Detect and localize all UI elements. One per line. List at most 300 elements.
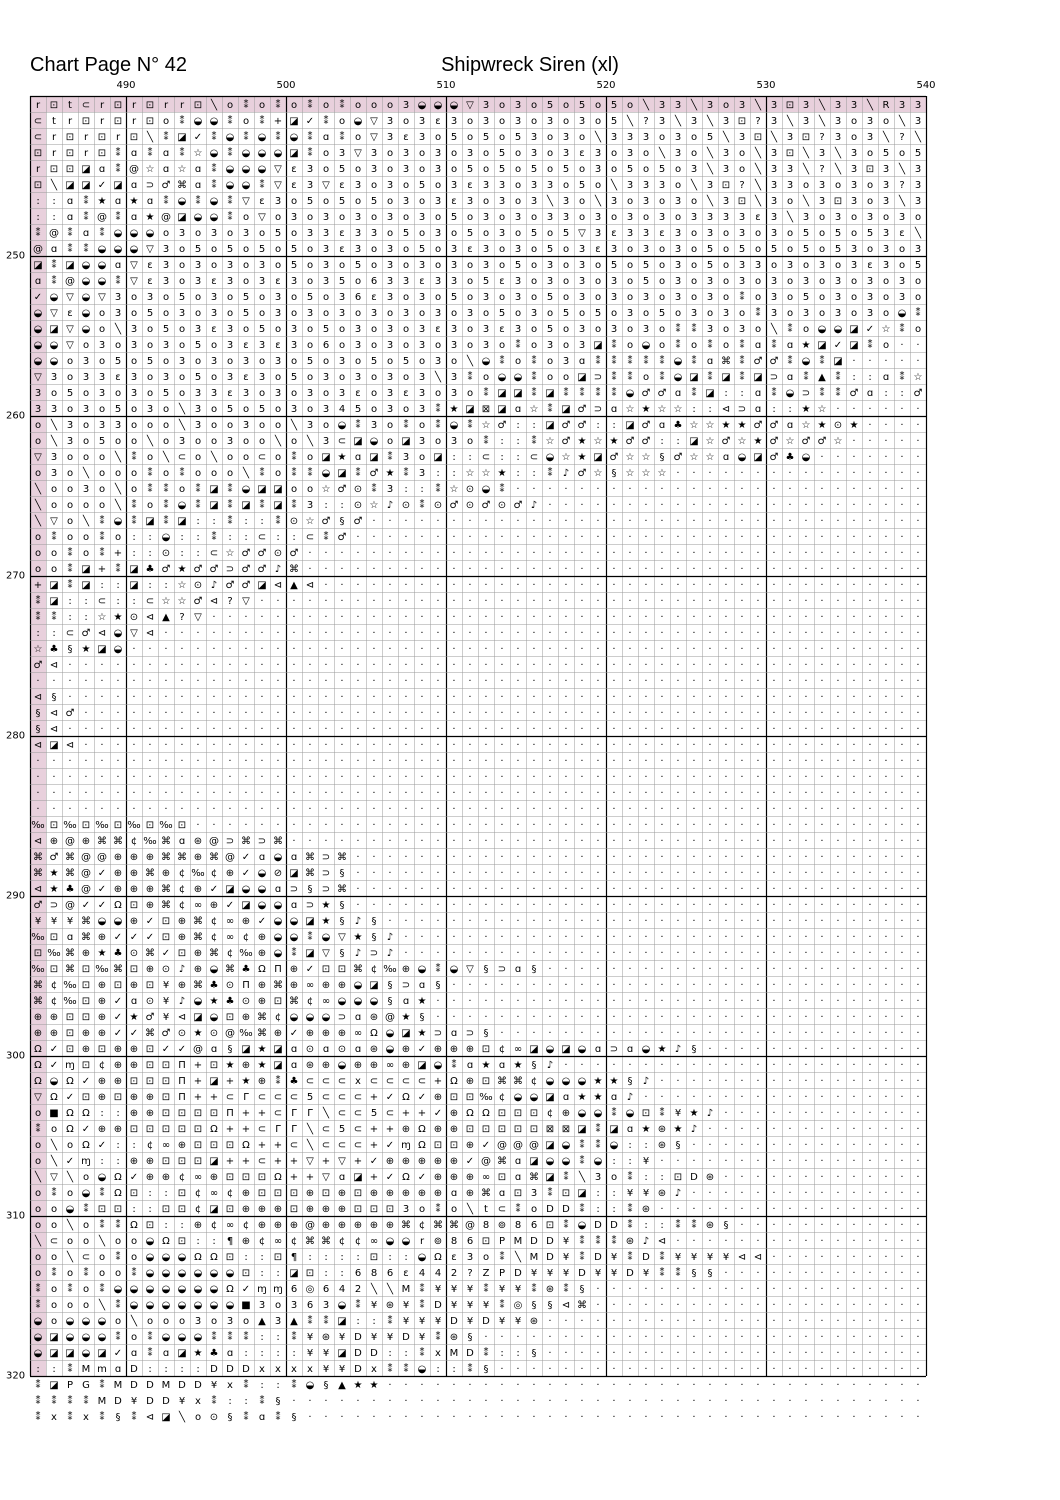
chart-cell-symbol: ⌘: [337, 852, 347, 863]
chart-cell-symbol: ·: [564, 772, 567, 783]
chart-cell-symbol: ╲: [466, 354, 474, 367]
chart-cell-symbol: ·: [884, 948, 887, 959]
chart-cell-symbol: ·: [596, 932, 599, 943]
chart-cell-symbol: Ω: [434, 1252, 442, 1263]
chart-cell-symbol: ‰: [31, 820, 44, 831]
chart-cell-symbol: ⁑: [436, 418, 441, 431]
chart-cell-symbol: ⊡: [482, 1124, 490, 1135]
chart-cell-symbol: ·: [500, 788, 503, 799]
chart-cell-symbol: ·: [676, 932, 679, 943]
chart-cell-symbol: ·: [756, 612, 759, 623]
chart-cell-symbol: ·: [884, 788, 887, 799]
chart-cell-symbol: 3: [435, 148, 441, 159]
chart-cell-symbol: ·: [580, 1060, 583, 1071]
chart-cell-symbol: ⊕: [306, 1028, 314, 1039]
chart-cell-symbol: ╲: [514, 1250, 522, 1263]
chart-cell-symbol: ·: [868, 756, 871, 767]
chart-cell-symbol: 3: [819, 196, 825, 207]
chart-cell-symbol: ·: [324, 1412, 327, 1423]
chart-cell-symbol: o: [883, 276, 889, 287]
chart-cell-symbol: ·: [756, 932, 759, 943]
chart-cell-symbol: ɑ: [627, 1044, 633, 1055]
chart-cell-symbol: ◒: [50, 1076, 59, 1087]
chart-cell-symbol: ɑ: [323, 1044, 329, 1055]
chart-cell-symbol: ·: [548, 660, 551, 671]
chart-cell-symbol: ·: [452, 1012, 455, 1023]
chart-cell-symbol: o: [147, 1316, 153, 1327]
chart-cell-symbol: ◒: [242, 164, 251, 175]
chart-cell-symbol: :: [260, 1252, 263, 1263]
chart-cell-symbol: ╲: [274, 434, 282, 447]
chart-cell-symbol: ⊕: [402, 1060, 410, 1071]
chart-cell-symbol: ⁑: [564, 386, 569, 399]
chart-cell-symbol: ·: [308, 724, 311, 735]
chart-cell-symbol: ɑ: [259, 852, 265, 863]
chart-cell-symbol: ·: [868, 1028, 871, 1039]
chart-cell-symbol: ·: [740, 932, 743, 943]
chart-cell-symbol: o: [35, 1252, 41, 1263]
chart-cell-symbol: ⊂: [354, 1124, 362, 1135]
chart-cell-symbol: D: [146, 1396, 154, 1407]
chart-cell-symbol: ·: [820, 596, 823, 607]
chart-cell-symbol: 5: [451, 132, 457, 143]
chart-cell-symbol: 3: [515, 292, 521, 303]
chart-cell-symbol: ·: [868, 724, 871, 735]
chart-cell-symbol: ·: [564, 1028, 567, 1039]
chart-cell-symbol: ♪: [675, 1044, 681, 1055]
chart-cell-symbol: 5: [579, 100, 585, 111]
chart-cell-symbol: ·: [788, 1396, 791, 1407]
chart-cell-symbol: 5: [259, 404, 265, 415]
chart-cell-symbol: ·: [692, 788, 695, 799]
chart-cell-symbol: ▽: [194, 612, 202, 623]
chart-cell-symbol: ·: [404, 724, 407, 735]
chart-cell-symbol: 5: [195, 340, 201, 351]
chart-cell-symbol: ·: [820, 1284, 823, 1295]
chart-cell-symbol: ⊡: [274, 1188, 282, 1199]
chart-cell-symbol: ⌘: [161, 852, 171, 863]
chart-cell-symbol: ⊕: [370, 1060, 378, 1071]
chart-cell-symbol: ¥: [531, 1268, 537, 1279]
chart-cell-symbol: 5: [307, 1092, 313, 1103]
chart-cell-symbol: ·: [660, 1156, 663, 1167]
chart-cell-symbol: 3: [419, 468, 425, 479]
chart-cell-symbol: o: [195, 468, 201, 479]
chart-cell-symbol: 3: [659, 180, 665, 191]
chart-cell-symbol: ⊡: [162, 916, 170, 927]
chart-cell-symbol: ·: [516, 548, 519, 559]
chart-cell-symbol: ╲: [706, 146, 714, 159]
chart-cell-symbol: ⊕: [162, 868, 170, 879]
chart-cell-symbol: ·: [868, 1284, 871, 1295]
chart-cell-symbol: ɑ: [787, 372, 793, 383]
chart-cell-symbol: 3: [867, 212, 873, 223]
chart-cell-symbol: ·: [516, 756, 519, 767]
chart-cell-symbol: ·: [628, 836, 631, 847]
chart-cell-symbol: ¢: [499, 1044, 505, 1055]
chart-cell-symbol: ·: [804, 868, 807, 879]
chart-cell-symbol: 3: [595, 1172, 601, 1183]
chart-cell-symbol: o: [659, 244, 665, 255]
chart-cell-symbol: ·: [84, 772, 87, 783]
chart-cell-symbol: ·: [596, 548, 599, 559]
chart-cell-symbol: :: [276, 1332, 279, 1343]
chart-cell-symbol: ɑ: [99, 164, 105, 175]
chart-cell-symbol: ·: [580, 628, 583, 639]
chart-cell-symbol: ⊡: [354, 1188, 362, 1199]
chart-cell-symbol: o: [755, 228, 761, 239]
chart-cell-symbol: ·: [372, 532, 375, 543]
chart-cell-symbol: ·: [852, 900, 855, 911]
chart-cell-symbol: ⁑: [628, 1250, 633, 1263]
chart-cell-symbol: ⊕: [434, 1172, 442, 1183]
chart-cell-symbol: :: [308, 1252, 311, 1263]
chart-cell-symbol: ·: [692, 1076, 695, 1087]
chart-cell-symbol: ·: [612, 884, 615, 895]
chart-cell-symbol: ·: [852, 612, 855, 623]
chart-cell-symbol: ✓: [290, 1028, 298, 1039]
chart-cell-symbol: ·: [436, 820, 439, 831]
chart-cell-symbol: o: [67, 532, 73, 543]
chart-cell-symbol: ·: [628, 772, 631, 783]
chart-cell-symbol: ·: [644, 1300, 647, 1311]
chart-cell-symbol: ·: [644, 1012, 647, 1023]
chart-cell-symbol: ·: [916, 1012, 919, 1023]
chart-cell-symbol: ·: [676, 532, 679, 543]
chart-cell-symbol: 3: [195, 260, 201, 271]
chart-cell-symbol: ·: [628, 948, 631, 959]
chart-cell-symbol: 5: [771, 244, 777, 255]
chart-cell-symbol: 3: [739, 132, 745, 143]
chart-cell-symbol: ·: [772, 596, 775, 607]
chart-cell-symbol: ⊕: [322, 1204, 330, 1215]
chart-cell-symbol: ·: [772, 1124, 775, 1135]
chart-cell-symbol: o: [243, 276, 249, 287]
chart-cell-symbol: ⊡: [114, 1092, 122, 1103]
chart-cell-symbol: ·: [900, 996, 903, 1007]
chart-cell-symbol: ·: [500, 980, 503, 991]
chart-cell-symbol: o: [163, 356, 169, 367]
chart-cell-symbol: ·: [884, 1316, 887, 1327]
chart-cell-symbol: 3: [291, 1300, 297, 1311]
chart-cell-symbol: ·: [628, 564, 631, 575]
chart-cell-symbol: ·: [612, 724, 615, 735]
chart-cell-symbol: ·: [884, 436, 887, 447]
chart-cell-symbol: ◒: [98, 1316, 107, 1327]
chart-cell-symbol: ¥: [467, 1284, 473, 1295]
chart-cell-symbol: ·: [500, 868, 503, 879]
chart-cell-symbol: ·: [420, 820, 423, 831]
chart-cell-symbol: ·: [516, 740, 519, 751]
chart-cell-symbol: §: [228, 1044, 233, 1055]
chart-cell-symbol: ·: [852, 1172, 855, 1183]
chart-cell-symbol: ·: [708, 1332, 711, 1343]
chart-cell-symbol: ɑ: [291, 1044, 297, 1055]
chart-cell-symbol: ·: [564, 868, 567, 879]
chart-cell-symbol: ·: [564, 948, 567, 959]
chart-cell-symbol: ·: [420, 1380, 423, 1391]
chart-cell-symbol: 3: [51, 372, 57, 383]
chart-cell-symbol: ╲: [178, 1410, 186, 1423]
chart-cell-symbol: ·: [628, 1348, 631, 1359]
chart-cell-symbol: ¥: [323, 1364, 329, 1375]
chart-cell-symbol: ·: [612, 516, 615, 527]
chart-cell-symbol: ·: [708, 772, 711, 783]
chart-cell-symbol: ·: [708, 708, 711, 719]
chart-cell-symbol: ◪: [49, 324, 58, 335]
chart-cell-symbol: ·: [708, 1124, 711, 1135]
chart-cell-symbol: 3: [611, 196, 617, 207]
chart-cell-symbol: ⁑: [692, 322, 697, 335]
chart-cell-symbol: ♂: [242, 580, 251, 591]
chart-cell-symbol: ·: [756, 1060, 759, 1071]
chart-cell-symbol: ∞: [210, 1188, 218, 1199]
chart-cell-symbol: ♂: [770, 420, 779, 431]
chart-cell-symbol: ⁑: [628, 370, 633, 383]
chart-cell-symbol: ⊡: [450, 1140, 458, 1151]
chart-cell-symbol: ɑ: [291, 900, 297, 911]
chart-cell-symbol: ·: [836, 596, 839, 607]
chart-cell-symbol: ◒: [834, 324, 843, 335]
chart-cell-symbol: ⁑: [916, 306, 921, 319]
chart-cell-symbol: o: [131, 436, 137, 447]
chart-cell-symbol: ☆: [658, 468, 667, 479]
chart-cell-symbol: ·: [468, 772, 471, 783]
chart-cell-symbol: 3: [739, 212, 745, 223]
chart-cell-symbol: 3: [307, 308, 313, 319]
chart-cell-symbol: ·: [724, 1204, 727, 1215]
chart-cell-symbol: ·: [836, 836, 839, 847]
chart-cell-symbol: ⁑: [212, 1330, 217, 1343]
chart-cell-symbol: ·: [772, 996, 775, 1007]
chart-cell-symbol: ⊛: [642, 1204, 650, 1215]
chart-cell-symbol: ⊡: [738, 196, 746, 207]
chart-cell-symbol: ·: [884, 1108, 887, 1119]
chart-cell-symbol: ·: [804, 836, 807, 847]
chart-cell-symbol: D: [642, 1252, 650, 1263]
chart-cell-symbol: ·: [772, 484, 775, 495]
chart-cell-symbol: :: [36, 628, 39, 639]
chart-cell-symbol: ·: [804, 1188, 807, 1199]
chart-cell-symbol: ·: [452, 996, 455, 1007]
chart-cell-symbol: ·: [740, 644, 743, 655]
chart-cell-symbol: ·: [116, 804, 119, 815]
chart-cell-symbol: ¢: [243, 932, 249, 943]
chart-cell-symbol: 3: [339, 292, 345, 303]
chart-cell-symbol: ♂: [578, 420, 587, 431]
chart-cell-symbol: ·: [36, 756, 39, 767]
chart-cell-symbol: ·: [468, 628, 471, 639]
chart-cell-symbol: ◪: [321, 452, 330, 463]
chart-cell-symbol: ·: [564, 1396, 567, 1407]
chart-cell-symbol: o: [83, 500, 89, 511]
chart-cell-symbol: ·: [756, 708, 759, 719]
chart-cell-symbol: ·: [724, 692, 727, 703]
chart-cell-symbol: o: [307, 276, 313, 287]
chart-cell-symbol: ·: [676, 756, 679, 767]
chart-cell-symbol: ·: [388, 660, 391, 671]
chart-cell-symbol: o: [307, 484, 313, 495]
chart-cell-symbol: ⊡: [242, 1172, 250, 1183]
chart-cell-symbol: ◒: [34, 340, 43, 351]
chart-cell-symbol: ¢: [195, 1204, 201, 1215]
chart-cell-symbol: ∞: [306, 980, 314, 991]
chart-cell-symbol: §: [692, 1268, 697, 1279]
chart-cell-symbol: ⁑: [100, 530, 105, 543]
chart-cell-symbol: ◒: [146, 1268, 155, 1279]
chart-cell-symbol: o: [387, 420, 393, 431]
chart-cell-symbol: ·: [676, 676, 679, 687]
chart-cell-symbol: ·: [212, 772, 215, 783]
row-number-290: 290: [6, 891, 25, 902]
chart-cell-symbol: ·: [372, 884, 375, 895]
chart-cell-symbol: ¥: [691, 1252, 697, 1263]
chart-cell-symbol: ⁑: [228, 498, 233, 511]
chart-cell-symbol: 3: [867, 276, 873, 287]
chart-cell-symbol: ·: [900, 1156, 903, 1167]
chart-cell-symbol: ·: [868, 980, 871, 991]
chart-cell-symbol: ✓: [466, 1156, 474, 1167]
chart-cell-symbol: ·: [788, 724, 791, 735]
chart-cell-symbol: ·: [388, 516, 391, 527]
chart-cell-symbol: ·: [628, 1284, 631, 1295]
chart-cell-symbol: ɛ: [371, 292, 376, 303]
chart-cell-symbol: ·: [916, 1028, 919, 1039]
chart-cell-symbol: ⊃: [322, 852, 330, 863]
chart-cell-symbol: ·: [724, 1188, 727, 1199]
chart-cell-symbol: :: [276, 1348, 279, 1359]
chart-cell-symbol: ·: [564, 708, 567, 719]
chart-cell-symbol: +: [370, 1124, 378, 1135]
chart-cell-symbol: ·: [708, 1156, 711, 1167]
chart-cell-symbol: ·: [740, 708, 743, 719]
chart-cell-symbol: o: [291, 436, 297, 447]
chart-cell-symbol: :: [516, 420, 519, 431]
chart-cell-symbol: :: [500, 436, 503, 447]
chart-cell-symbol: ·: [564, 628, 567, 639]
chart-cell-symbol: ·: [180, 724, 183, 735]
chart-cell-symbol: 3: [771, 164, 777, 175]
chart-cell-symbol: @: [193, 1044, 203, 1055]
chart-cell-symbol: ·: [596, 1300, 599, 1311]
chart-cell-symbol: :: [244, 1252, 247, 1263]
chart-cell-symbol: ·: [772, 836, 775, 847]
chart-cell-symbol: ⊕: [242, 1188, 250, 1199]
chart-cell-symbol: ·: [564, 1332, 567, 1343]
chart-cell-symbol: ·: [420, 900, 423, 911]
chart-cell-symbol: ·: [868, 676, 871, 687]
chart-cell-symbol: ɑ: [515, 964, 521, 975]
chart-cell-symbol: ⁑: [548, 402, 553, 415]
chart-cell-symbol: ⁑: [740, 338, 745, 351]
chart-cell-symbol: 3: [291, 324, 297, 335]
chart-cell-symbol: 3: [739, 100, 745, 111]
chart-cell-symbol: ◪: [433, 452, 442, 463]
chart-cell-symbol: o: [739, 148, 745, 159]
chart-cell-symbol: ⊡: [114, 100, 122, 111]
chart-cell-symbol: +: [226, 1124, 234, 1135]
chart-cell-symbol: ·: [740, 1300, 743, 1311]
chart-cell-symbol: ⊛: [706, 1220, 714, 1231]
chart-cell-symbol: o: [323, 148, 329, 159]
chart-cell-symbol: 3: [803, 276, 809, 287]
chart-cell-symbol: o: [659, 132, 665, 143]
chart-cell-symbol: ⊲: [34, 836, 42, 847]
chart-cell-symbol: ⁑: [500, 482, 505, 495]
chart-cell-symbol: §: [660, 452, 665, 463]
chart-cell-symbol: ·: [724, 1060, 727, 1071]
chart-cell-symbol: 3: [195, 388, 201, 399]
chart-cell-symbol: ·: [772, 1220, 775, 1231]
chart-cell-symbol: ·: [628, 596, 631, 607]
chart-cell-symbol: o: [403, 292, 409, 303]
chart-cell-symbol: o: [867, 180, 873, 191]
chart-cell-symbol: o: [611, 1172, 617, 1183]
chart-cell-symbol: :: [612, 1156, 615, 1167]
chart-cell-symbol: ⊂: [498, 1204, 506, 1215]
chart-cell-symbol: ¥: [339, 1332, 345, 1343]
chart-cell-symbol: ·: [820, 548, 823, 559]
chart-cell-symbol: ·: [164, 628, 167, 639]
chart-cell-symbol: ·: [772, 1092, 775, 1103]
chart-cell-symbol: ·: [692, 1092, 695, 1103]
chart-cell-symbol: ·: [740, 484, 743, 495]
chart-cell-symbol: ·: [116, 788, 119, 799]
chart-cell-symbol: ¥: [675, 1252, 681, 1263]
chart-cell-symbol: o: [515, 180, 521, 191]
chart-cell-symbol: ♂: [818, 436, 827, 447]
chart-cell-symbol: ·: [820, 612, 823, 623]
chart-cell-symbol: ·: [804, 628, 807, 639]
chart-cell-symbol: ✓: [130, 1028, 138, 1039]
chart-cell-symbol: ◒: [210, 1284, 219, 1295]
chart-cell-symbol: ·: [468, 884, 471, 895]
chart-cell-symbol: ·: [772, 1268, 775, 1279]
chart-cell-symbol: ·: [644, 852, 647, 863]
chart-cell-symbol: o: [35, 436, 41, 447]
chart-cell-symbol: ɛ: [291, 164, 296, 175]
chart-cell-symbol: r: [132, 100, 137, 111]
chart-cell-symbol: ɑ: [675, 388, 681, 399]
chart-cell-symbol: ·: [164, 692, 167, 703]
chart-cell-symbol: o: [531, 260, 537, 271]
chart-cell-symbol: 6: [323, 340, 329, 351]
chart-cell-symbol: 6: [531, 1220, 537, 1231]
chart-cell-symbol: ‰: [479, 1092, 492, 1103]
chart-cell-symbol: ·: [580, 484, 583, 495]
chart-cell-symbol: ⊙: [354, 484, 362, 495]
chart-cell-symbol: ·: [772, 628, 775, 639]
chart-cell-symbol: ·: [772, 900, 775, 911]
chart-cell-symbol: ·: [644, 804, 647, 815]
chart-cell-symbol: ·: [244, 612, 247, 623]
chart-cell-symbol: §: [484, 1364, 489, 1375]
chart-cell-symbol: ◒: [82, 308, 91, 319]
chart-cell-symbol: o: [691, 228, 697, 239]
chart-cell-symbol: ·: [324, 724, 327, 735]
chart-cell-symbol: ·: [308, 676, 311, 687]
chart-cell-symbol: ⁑: [276, 98, 281, 111]
chart-cell-symbol: 3: [659, 100, 665, 111]
chart-cell-symbol: ◪: [33, 260, 42, 271]
chart-cell-symbol: ⊕: [370, 1188, 378, 1199]
chart-cell-symbol: ☆: [626, 452, 635, 463]
chart-cell-symbol: ·: [788, 692, 791, 703]
chart-cell-symbol: ·: [660, 644, 663, 655]
chart-cell-symbol: ·: [884, 644, 887, 655]
chart-cell-symbol: ·: [276, 596, 279, 607]
chart-cell-symbol: ·: [388, 772, 391, 783]
